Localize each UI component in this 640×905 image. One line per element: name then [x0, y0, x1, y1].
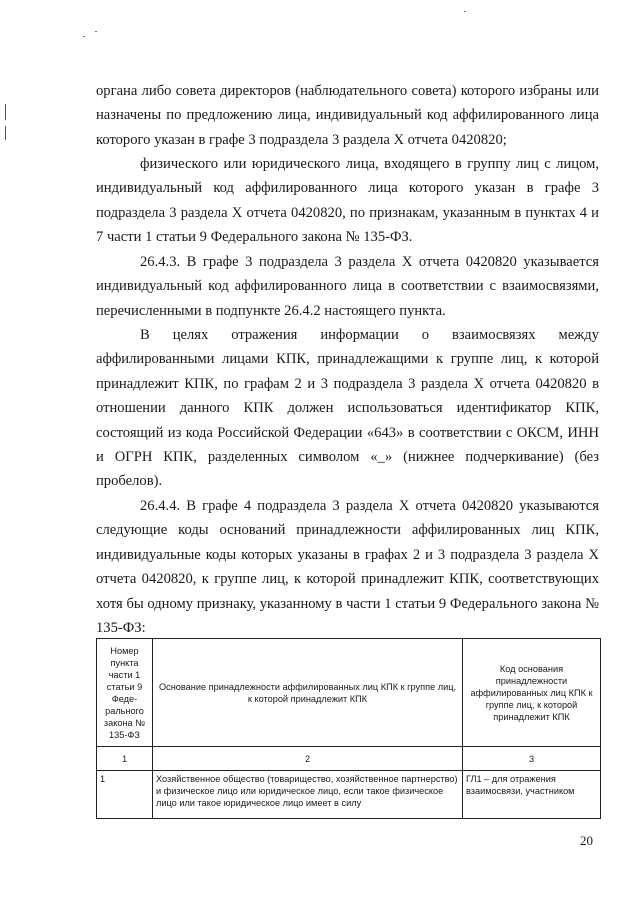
column-number: 1: [97, 747, 153, 771]
page-number: 20: [580, 833, 593, 848]
paragraph-3: 26.4.3. В графе 3 подраздела 3 раздела X отчета 0420820 указывается индивидуальный код аффилированного лица в соответствии с взаимосвязями, перечисленными в подпункте 26.4.2 настоящего пункта.: [96, 254, 599, 319]
header-basis-code: Код основания принадлежности аффилированных лиц КПК к группе лиц, к которой принадлежит КПК: [463, 639, 601, 747]
table-header-row: [97, 639, 601, 747]
scan-speck: [83, 36, 85, 37]
header-article-item: Номер пункта части 1 статьи 9 Феде-рального закона № 135-ФЗ: [97, 639, 153, 747]
column-number: 3: [463, 747, 601, 771]
margin-mark: [5, 104, 6, 120]
column-number: 2: [153, 747, 463, 771]
table-row: [97, 771, 601, 819]
paragraph-5: 26.4.4. В графе 4 подраздела 3 раздела X отчета 0420820 указываются следующие коды оснований принадлежности аффилированных лиц КПК, индивидуальные коды которых указаны в графах 2 и 3 подраздела 3 раздела X отчета 0420820, к группе лиц, к которой принадлежит КПК, соответствующих хотя бы одному признаку, указанному в части 1 статьи 9 Федерального закона № 135-ФЗ:: [96, 498, 599, 637]
row-item-number: 1: [97, 771, 153, 819]
margin-mark: [5, 126, 6, 140]
header-affiliation-basis: Основание принадлежности аффилированных лиц КПК к группе лиц, к которой принадлежит КПК: [153, 639, 463, 747]
affiliation-codes-table: [96, 638, 601, 819]
scan-speck: [464, 11, 466, 12]
table-column-numbers-row: [97, 747, 601, 771]
paragraph-4: В целях отражения информации о взаимосвязях между аффилированными лицами КПК, принадлежащими к группе лиц, к которой принадлежит КПК, по графам 2 и 3 подраздела 3 раздела X отчета 0420820 в отношении данного КПК должен использоваться идентификатор КПК, состоящий из кода Российской Федерации «643» в соответствии с ОКСМ, ИНН и ОГРН КПК, разделенных символом «_» (нижнее подчеркивание) (без пробелов).: [96, 327, 599, 490]
scan-speck: [95, 31, 97, 32]
paragraph-2: физического или юридического лица, входящего в группу лиц с лицом, индивидуальный код аффилированного лица которого указан в графе 3 подраздела 3 раздела X отчета 0420820, по признакам, указанным в пунктах 4 и 7 части 1 статьи 9 Федерального закона № 135-ФЗ.: [96, 156, 599, 246]
row-affiliation-basis: Хозяйственное общество (товарищество, хозяйственное партнерство) и физическое лицо или юридическое лицо, если такое физическое лицо или такое юридическое лицо имеет в силу: [153, 771, 463, 819]
row-basis-code: ГЛ1 – для отражения взаимосвязи, участником: [463, 771, 601, 819]
paragraph-1: органа либо совета директоров (наблюдательного совета) которого избраны или назначены по предложению лица, индивидуальный код аффилированного лица которого указан в графе 3 подраздела 3 раздела X отчета 0420820;: [96, 83, 599, 148]
